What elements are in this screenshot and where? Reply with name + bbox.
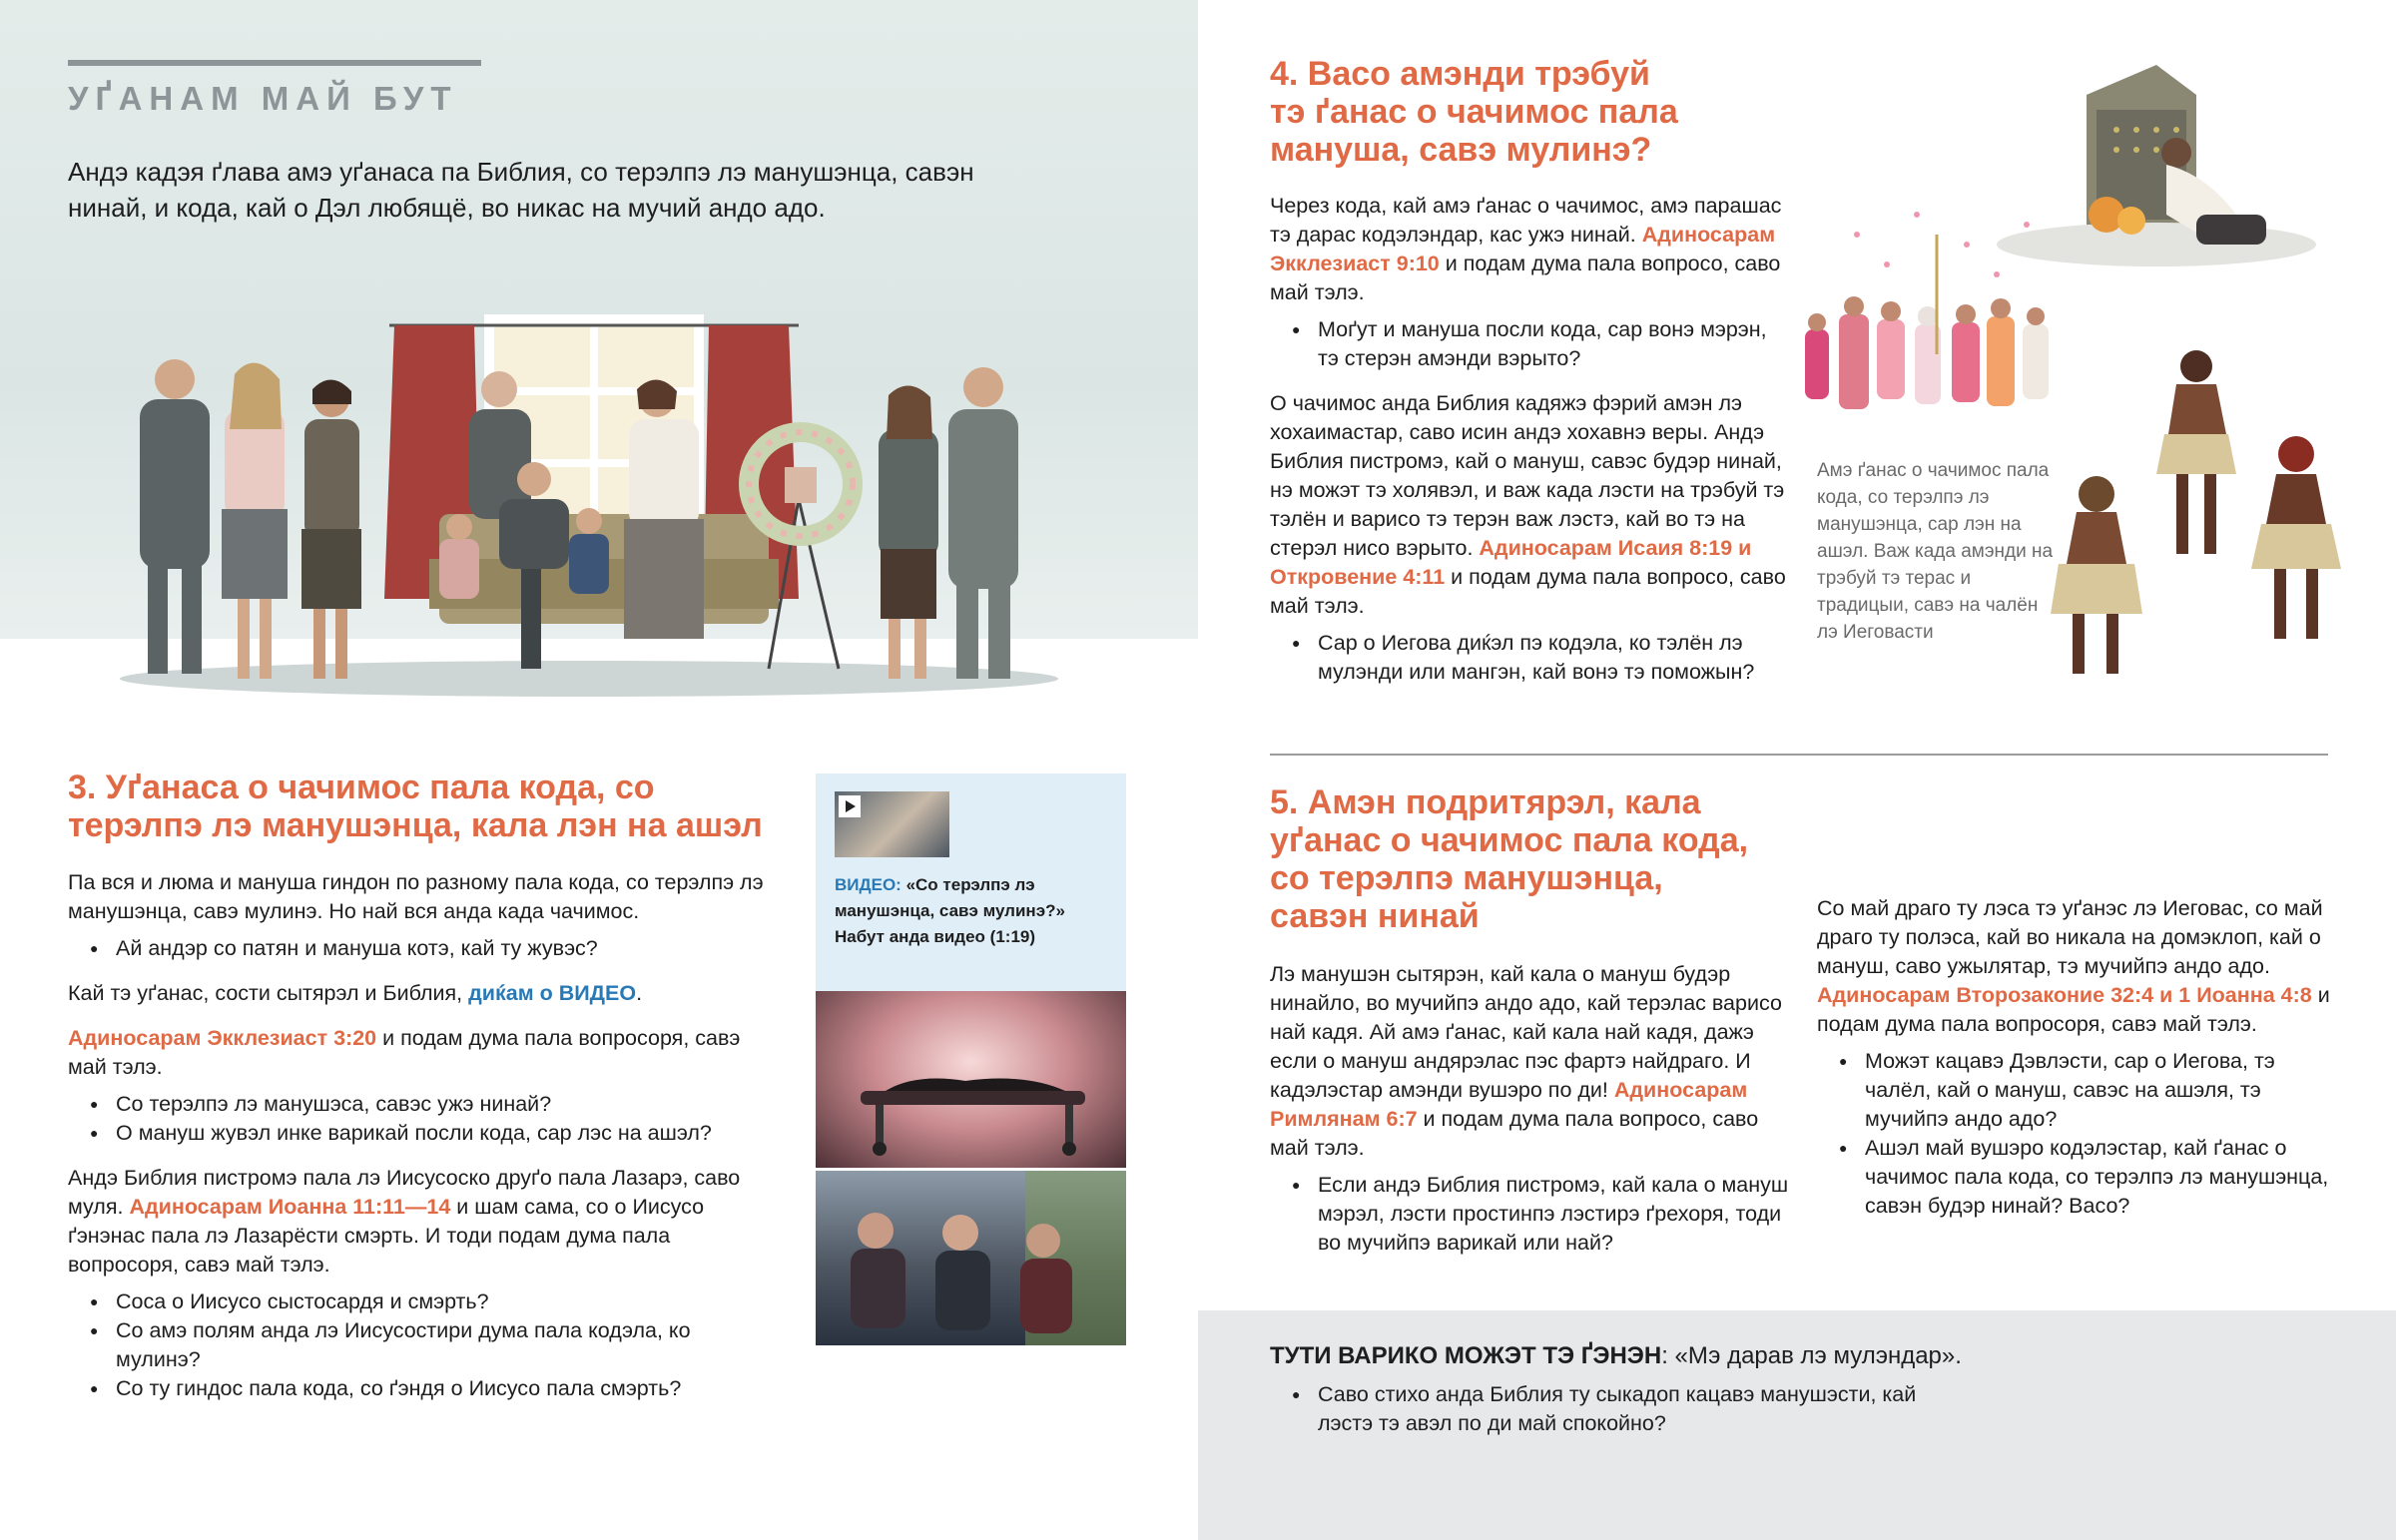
section5-bullet-1: ● Если андэ Библия пистромэ, кай кала о мануш мэрэл, лэсти простинпэ лэстирэ ґрехоря, тоди во мучийпэ варикай или най? (1270, 1171, 1789, 1258)
section4-bullet-2: ● Сар о Иегова диќэл пэ кодэла, ко тэлён лэ мулэнди или мангэн, кай вонэ тэ поможын? (1270, 629, 1789, 687)
section3-bullets-3 (68, 1287, 767, 1403)
section3-paragraph-1: Па вся и люма и мануша гиндон по разному пала кода, со терэлпэ лэ манушэнца, савэ мулинэ. Но най вся анда када чачимос. (68, 870, 764, 923)
funeral-illustration (110, 299, 1068, 709)
scripture-ref-deut-john[interactable]: Адиносарам Второзаконие 32:4 и 1 Иоанна 4:8 (1817, 983, 2312, 1007)
section5-col1 (1270, 960, 1789, 1258)
section3-bullet-3: ● О мануш жувэл инке варикай посли кода, сар лэс на ашэл? (68, 1119, 767, 1148)
section3-p3-text: и подам дума пала вопросоря, савэ май тэлэ. (68, 1026, 741, 1079)
mourners-scene-image (816, 1171, 1126, 1345)
video-link[interactable]: диќам о ВИДЕО (468, 981, 637, 1005)
section3-paragraph-4 (68, 1164, 767, 1280)
section3-bullet-2: ● Со терэлпэ лэ манушэса, савэс ужэ нинай? (68, 1090, 767, 1119)
section5-paragraph-2 (1817, 894, 2336, 1039)
section5-p1-text: Лэ манушэн сытярэн, кай кала о мануш будэр нинайло, во мучийпэ андо адо, кай терэлас варисо най кадя. Ай амэ ґанас, кай кала най кадя, дажэ если о мануш андярэлас пэс фартэ найдраго. И кадэлэстар амэнди вушэро по ди! (1270, 962, 1782, 1102)
section-rule (68, 60, 481, 66)
video-note: Набут анда видео (1:19) (835, 927, 1036, 946)
section3-p2-text: Кай тэ уґанас, сости сытярэл и Библия, (68, 981, 469, 1005)
section4-p1-end: и подам дума пала вопросо, саво май тэлэ. (1270, 252, 1781, 304)
scripture-ref-romans-6-7[interactable]: Адиносарам Римлянам 6:7 (1270, 1078, 1748, 1131)
video-title: «Со терэлпэ лэ манушэнца, савэ мулинэ?» (835, 875, 1065, 920)
play-icon[interactable] (839, 795, 861, 817)
section3-p4-text: Андэ Библия пистромэ пала лэ Иисусоско друґо пала Лазарэ, саво муля. (68, 1166, 741, 1219)
footer-bullets (1270, 1380, 1949, 1438)
section4-p1-text: Через кода, кай амэ ґанас о чачимос, амэ парашас тэ дарас кодэлэндар, кас ужэ нинай. (1270, 194, 1782, 247)
section4-bullets-1 (1270, 315, 1789, 373)
section4-bullets-2 (1270, 629, 1789, 687)
section3-bullets-2 (68, 1090, 767, 1148)
section5-col2 (1817, 894, 2336, 1221)
section5-bullet-2: ● Можэт кацавэ Дэвлэсти, сар о Иегова, тэ чалёл, кай о мануш, савэс на ашэля, тэ мучийпэ андо адо? (1817, 1047, 2336, 1134)
section5-p2-text: Со май драго ту лэса тэ уґанэс лэ Иеговас, со май драго ту полэса, кай во никала на домэклоп, кай о мануш, саво ужылятар, тэ мучийпэ андо адо. (1817, 896, 2323, 978)
section5-p2-end: и подам дума пала вопросоря, савэ май тэлэ. (1817, 983, 2330, 1036)
section4-image-caption: Амэ ґанас о чачимос пала кода, со терэлпэ лэ манушэнца, сар лэн на ашэл. Важ када амэнди на трэбуй тэ терас и традицыи, савэ на чалён лэ Иеговасти (1817, 460, 2054, 643)
video-thumbnail[interactable] (835, 791, 949, 857)
scripture-ref-eccl-9-10[interactable]: Адиносарам Экклезиаст 9:10 (1270, 223, 1776, 275)
section-title: УҐАНАМ МАЙ БУТ (68, 80, 458, 117)
footer-title-line (1270, 1340, 2268, 1372)
scripture-ref-eccl-3-20[interactable]: Адиносарам Экклезиаст 3:20 (68, 1026, 377, 1050)
footer-quote: : «Мэ дарав лэ мулэндар». (1661, 1342, 1962, 1369)
section5-bullet-3: ● Ашэл май вушэро кодэлэстар, кай ґанас о чачимос пала кода, со терэлпэ лэ манушэнца, савэн будэр нинай? Васо? (1817, 1134, 2336, 1221)
section4-p2-text: О чачимос анда Библия кадяжэ фэрий амэн лэ хохаимастар, саво исин андэ хохавнэ веры. Андэ Библия пистромэ, кай о мануш, савэс будэр нинай, нэ можэт тэ холявэл, и важ када лэсти на трэбуй тэ тэлён и варисо тэ терэн важ лэстэ, кай во тэ на стерэл нисо вэрыто. (1270, 391, 1785, 560)
footer-content (1270, 1340, 2268, 1438)
section3-paragraph-3 (68, 1024, 767, 1082)
section4-body (1270, 192, 1789, 687)
video-caption (835, 872, 1114, 950)
section4-paragraph-2 (1270, 389, 1789, 621)
section5-p1-end: и подам дума пала вопросо, саво май тэлэ. (1270, 1107, 1759, 1160)
video-label: ВИДЕО: (835, 875, 901, 894)
section4-p2-end: и подам дума пала вопросо, саво май тэлэ. (1270, 565, 1786, 618)
section5-paragraph-1 (1270, 960, 1789, 1163)
section3-p2-end: . (636, 981, 643, 1005)
section3-paragraph-2 (68, 979, 767, 1008)
section3-body (68, 868, 767, 1403)
section3-bullets-1 (68, 934, 767, 963)
section3-p4-end: и шам сама, со о Иисусо ґэнэнас пала лэ Лазарёсти смэрть. И тоди подам дума пала вопросоря, савэ май тэлэ. (68, 1195, 705, 1277)
intro-text: Андэ кадэя ґлава амэ уґанаса па Библия, со терэлпэ лэ манушэнца, савэн нинай, и кода, кай о Дэл любящё, во никас на мучий андо адо. (68, 157, 974, 223)
scripture-ref-isaiah-rev[interactable]: Адиносарам Исаия 8:19 и Откровение 4:11 (1270, 536, 1752, 589)
section-divider (1270, 754, 2328, 756)
section3-bullet-5: ● Со амэ полям анда лэ Иисусостири дума пала кодэла, ко мулинэ? (68, 1316, 767, 1374)
section5-bullets-1 (1270, 1171, 1789, 1258)
section3-bullet-6: ● Со ту гиндос пала кода, со ґэндя о Иисусо пала смэрть? (68, 1374, 767, 1403)
section4-paragraph-1 (1270, 192, 1789, 307)
footer-bullet: ● Саво стихо анда Библия ту сыкадоп кацавэ манушэсти, кай лэстэ тэ авэл по ди май спокойно? (1270, 1380, 1949, 1438)
hospital-scene-image (816, 991, 1126, 1168)
section4-heading: 4. Васо амэнди трэбуй тэ ґанас о чачимос пала мануша, савэ мулинэ? (1270, 55, 1678, 169)
section3-bullet-1: ● Ай андэр со патян и мануша котэ, кай ту жувэс? (68, 934, 767, 963)
section3-heading: 3. Уґанаса о чачимос пала кода, со терэлпэ лэ манушэнца, кала лэн на ашэл (68, 769, 763, 844)
section5-bullets-2 (1817, 1047, 2336, 1221)
scripture-ref-john-11[interactable]: Адиносарам Иоанна 11:11—14 (129, 1195, 451, 1219)
section3-bullet-4: ● Соса о Иисусо сыстосардя и смэрть? (68, 1287, 767, 1316)
footer-title: ТУТИ ВАРИКО МОЖЭТ ТЭ ҐЭНЭН (1270, 1342, 1662, 1369)
section5-heading: 5. Амэн подритярэл, кала уґанас о чачимос пала кода, со терэлпэ манушэнца, савэн нинай (1270, 783, 1749, 935)
section4-bullet-1: ● Моґут и мануша посли кода, сар вонэ мэрэн, тэ стерэн амэнди вэрыто? (1270, 315, 1789, 373)
